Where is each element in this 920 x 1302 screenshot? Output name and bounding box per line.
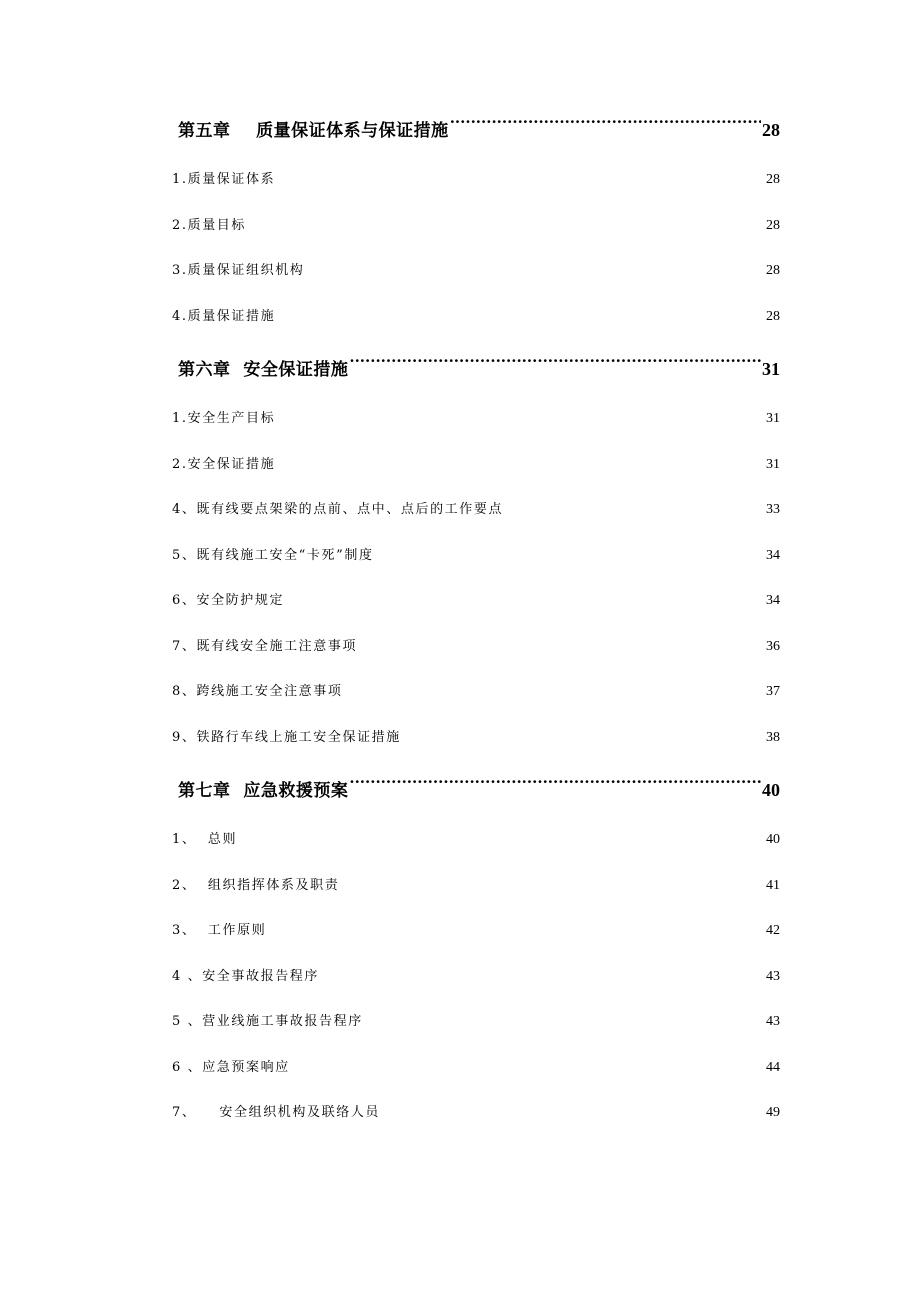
toc-item-title: 3、 工作原则 (172, 923, 267, 938)
toc-page-number: 31 (762, 359, 780, 379)
toc-item[interactable] (172, 248, 780, 294)
toc-dot-leader (276, 409, 765, 422)
toc-dot-leader (276, 455, 765, 468)
toc-chapter-title: 第五章 质量保证体系与保证措施 (178, 121, 449, 141)
toc-page-number: 37 (766, 684, 780, 699)
toc-dot-leader (267, 921, 765, 934)
toc-item[interactable] (172, 863, 780, 909)
toc-dot-leader (247, 216, 765, 229)
toc-chapter-6[interactable] (172, 351, 780, 387)
toc-item-title: 7、 安全组织机构及联络人员 (172, 1105, 381, 1120)
toc-page-number: 34 (766, 547, 780, 563)
toc-page-number: 28 (762, 120, 780, 140)
toc-item-title: 1、 总则 (172, 832, 238, 847)
toc-chapter-title: 第六章 安全保证措施 (178, 360, 349, 380)
toc-item-title: 6 、应急预案响应 (172, 1059, 290, 1075)
toc-page-number: 42 (766, 923, 780, 938)
toc-dot-leader (349, 779, 761, 796)
toc-item-title: 9、铁路行车线上施工安全保证措施 (172, 729, 401, 745)
toc-item-title: 2、 组织指挥体系及职责 (172, 877, 340, 893)
toc-item[interactable] (172, 999, 780, 1045)
toc-dot-leader (276, 170, 765, 183)
toc-item-title: 2.安全保证措施 (172, 456, 276, 472)
toc-item-title: 7、既有线安全施工注意事项 (172, 638, 358, 654)
toc-page-number: 28 (766, 308, 780, 324)
toc-dot-leader (349, 358, 761, 375)
toc-chapter-title: 第七章 应急救援预案 (178, 781, 349, 801)
toc-item[interactable] (172, 669, 780, 715)
toc-dot-leader (402, 728, 765, 741)
toc-item[interactable] (172, 578, 780, 624)
toc-page-number: 36 (766, 638, 780, 654)
toc-item[interactable] (172, 396, 780, 442)
toc-item-title: 1.安全生产目标 (172, 411, 276, 426)
toc-dot-leader (504, 500, 765, 513)
toc-item[interactable] (172, 1090, 780, 1136)
toc-dot-leader (291, 1058, 765, 1071)
toc-item-title: 5、既有线施工安全“卡死”制度 (172, 547, 374, 563)
toc-item-title: 5 、营业线施工事故报告程序 (172, 1014, 363, 1029)
toc-item[interactable] (172, 1045, 780, 1091)
toc-page-number: 40 (766, 832, 780, 847)
toc-item-title: 4 、安全事故报告程序 (172, 968, 320, 984)
toc-item-title: 3.质量保证组织机构 (172, 263, 305, 278)
toc-dot-leader (450, 119, 761, 136)
toc-dot-leader (358, 637, 765, 650)
toc-item-title: 4.质量保证措施 (172, 308, 276, 324)
toc-item-title: 8、跨线施工安全注意事项 (172, 684, 343, 699)
toc-page-number: 43 (766, 1014, 780, 1029)
toc-chapter-7[interactable] (172, 772, 780, 808)
section-gap (172, 339, 780, 351)
toc-page-number: 33 (766, 502, 780, 517)
toc-page-number: 31 (766, 456, 780, 472)
toc-dot-leader (343, 682, 765, 695)
toc-page-number: 41 (766, 877, 780, 893)
toc-item[interactable] (172, 817, 780, 863)
toc-dot-leader (238, 830, 765, 843)
toc-item[interactable] (172, 908, 780, 954)
toc-item-title: 6、安全防护规定 (172, 593, 285, 608)
toc-item[interactable] (172, 487, 780, 533)
table-of-contents (172, 112, 780, 1136)
section-gap (172, 760, 780, 772)
toc-dot-leader (320, 967, 765, 980)
toc-item[interactable] (172, 442, 780, 488)
toc-page-number: 40 (762, 780, 780, 800)
toc-page-number: 44 (766, 1059, 780, 1075)
toc-item[interactable] (172, 203, 780, 249)
toc-item[interactable] (172, 533, 780, 579)
toc-dot-leader (381, 1103, 765, 1116)
toc-dot-leader (375, 546, 765, 559)
toc-page-number: 28 (766, 263, 780, 278)
toc-page-number: 34 (766, 593, 780, 608)
toc-page-number: 49 (766, 1105, 780, 1120)
toc-dot-leader (285, 591, 765, 604)
toc-dot-leader (276, 307, 765, 320)
toc-item-title: 4、既有线要点架梁的点前、点中、点后的工作要点 (172, 502, 504, 517)
toc-item[interactable] (172, 624, 780, 670)
toc-item[interactable] (172, 954, 780, 1000)
toc-dot-leader (305, 261, 765, 274)
toc-page-number: 38 (766, 729, 780, 745)
toc-dot-leader (340, 876, 765, 889)
toc-page-number: 28 (766, 172, 780, 187)
toc-page-number: 31 (766, 411, 780, 426)
toc-item[interactable] (172, 715, 780, 761)
toc-chapter-5[interactable] (172, 112, 780, 148)
toc-item-title: 1.质量保证体系 (172, 172, 276, 187)
toc-item[interactable] (172, 294, 780, 340)
toc-item-title: 2.质量目标 (172, 217, 247, 233)
toc-dot-leader (364, 1012, 765, 1025)
toc-page-number: 28 (766, 217, 780, 233)
toc-item[interactable] (172, 157, 780, 203)
toc-page-number: 43 (766, 968, 780, 984)
